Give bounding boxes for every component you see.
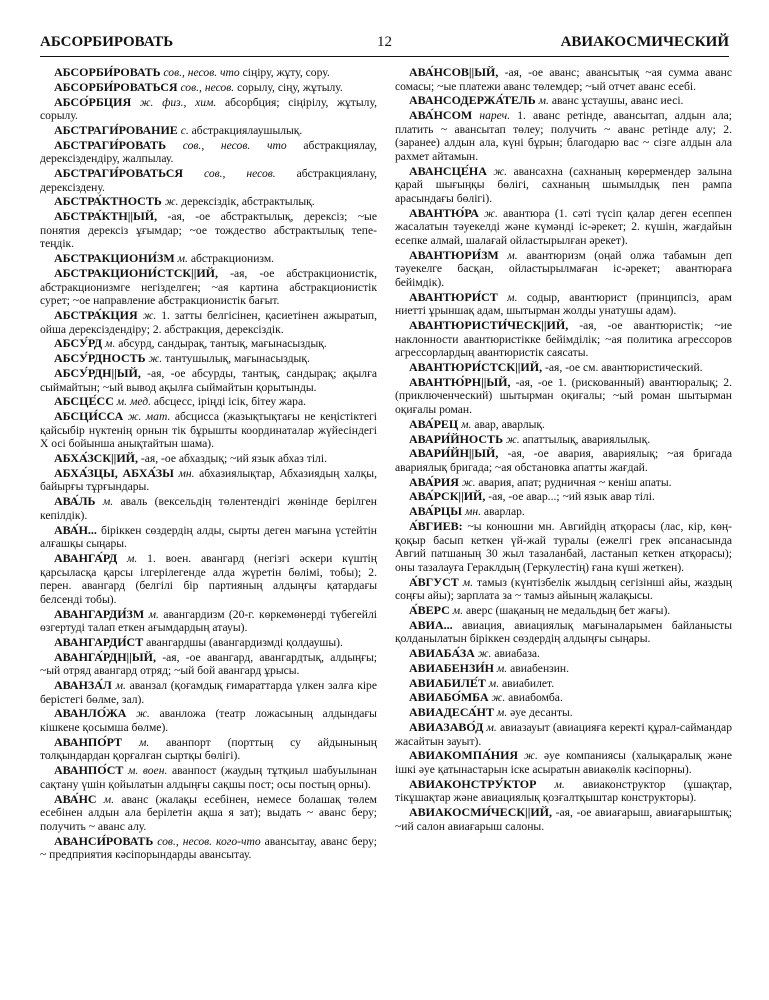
- dictionary-entry: [395, 291, 732, 318]
- headword: АВИАБИЛЕ́Т: [409, 675, 486, 690]
- dictionary-entry: [40, 636, 377, 650]
- headword: АБСТРАКЦИОНИ́СТСК||ИЙ,: [54, 266, 219, 280]
- translation: әуе десанты.: [510, 706, 573, 720]
- grammar-label: ж. мат.: [127, 410, 171, 424]
- translation: сіңіру, жұту, сору.: [242, 66, 330, 79]
- grammar-label: м.: [103, 792, 115, 806]
- headword: АВА́РЕЦ: [409, 416, 459, 431]
- grammar-label: м.: [105, 337, 116, 351]
- grammar-label: м.: [148, 607, 159, 621]
- dictionary-entry: [40, 835, 377, 862]
- headword: АБСТРАГИ́РОВАТЬСЯ: [54, 166, 184, 181]
- headword: АБСО́РБЦИЯ: [54, 94, 132, 109]
- headword: АВА́РСК||ИЙ,: [409, 489, 486, 504]
- headword: АБСТРА́КТНОСТЬ: [54, 194, 162, 209]
- translation: аванс (жалақы есебінен, немесе болашақ төлем есебінен алдын ала берілетін ақша я зат); выдать ~ аванс беру; получить ~ аванс алу.: [40, 792, 377, 833]
- header-right-guideword: АВИАКОСМИЧЕСКИЙ: [560, 34, 729, 50]
- dictionary-entry: [40, 124, 377, 138]
- grammar-label: м.: [461, 417, 472, 431]
- dictionary-entry: [40, 608, 377, 635]
- headword: АВА́НС: [54, 791, 97, 806]
- grammar-label: м.: [452, 603, 464, 617]
- translation: аварлар.: [483, 505, 525, 519]
- headword: АВАНПО́РТ: [54, 734, 123, 749]
- translation: аваль (вексельдің төлентендігі жөнінде берілген кепілдік).: [40, 495, 377, 522]
- grammar-label: м. воен.: [128, 764, 168, 778]
- headword: АВАНТЮРИ́ЗМ: [409, 247, 499, 262]
- grammar-label: м.: [115, 679, 126, 693]
- grammar-label: ж.: [148, 352, 163, 366]
- headword: АБСУ́РДН||ЫЙ,: [54, 365, 141, 380]
- dictionary-entry: [395, 207, 732, 248]
- translation: авиация, авиациялық мағыналарымен байланысты қолданылатын біріккен сөздердің алдыңғы сыңары.: [395, 618, 732, 646]
- dictionary-entry: [395, 109, 732, 163]
- translation: -ая, -ое 1. (рискованный) авантюралық; 2. (приключенческий) шытырман оқиғалы; ~ый роман шытырман оқиғалы роман.: [395, 375, 732, 416]
- grammar-label: м.: [127, 551, 138, 565]
- dictionary-entry: [395, 376, 732, 417]
- headword: АБСТРАКЦИОНИ́ЗМ: [54, 251, 175, 266]
- page-number: 12: [377, 34, 392, 50]
- dictionary-entry: [40, 352, 377, 366]
- grammar-label: ж. физ., хим.: [139, 95, 217, 109]
- translation: -ая, -ое авар...; ~ий язык авар тілі.: [488, 490, 655, 504]
- translation: тантушылық, мағынасыздық.: [165, 352, 310, 366]
- translation: абстракциялаушылық.: [191, 123, 303, 137]
- dictionary-entry: [40, 651, 377, 678]
- headword: АВАНСИ́РОВАТЬ: [54, 833, 154, 848]
- translation: абсорбция; сіңірілу, жұтылу, сорылу.: [40, 95, 377, 123]
- dictionary-entry: [40, 210, 377, 251]
- translation: аверс (шақаның не медальдың бет жағы).: [465, 603, 671, 617]
- dictionary-entry: [395, 691, 732, 705]
- headword: АВАНСЦЕ́НА: [409, 163, 487, 178]
- grammar-label: ж.: [477, 647, 492, 661]
- headword: АВАНТЮРИ́СТ: [409, 289, 498, 304]
- dictionary-entry: [40, 736, 377, 763]
- headword: АВИА...: [409, 617, 453, 632]
- translation: абстракциялау, дерексіздендіру, жалпылау.: [40, 138, 377, 166]
- page-header: [40, 34, 729, 54]
- translation: авантюризм (оңай олжа табамын деп тәуекелге басқан, ойластырылмаған іс-әрекет; авантюраға бейімдік).: [395, 248, 732, 289]
- dictionary-entry: [40, 467, 377, 494]
- dictionary-entry: [395, 94, 732, 108]
- grammar-label: м.: [102, 495, 114, 509]
- translation: 1. аванс ретінде, авансытап, алдын ала; платить ~ авансытап төлеу; получить ~ аванс ретінде алу; 2. (заранее) алдын ала, күні бұрын; благодарю вас ~ сізге алдын ала рахмет айтамын.: [395, 109, 732, 163]
- headword: АВИАДЕСА́НТ: [409, 705, 495, 720]
- grammar-label: м.: [507, 248, 518, 262]
- headword: АБСУ́РДНОСТЬ: [54, 351, 146, 366]
- dictionary-entry: [40, 167, 377, 194]
- translation: содыр, авантюрист (принципсіз, арам ниетті ұрыншақ адам, шытырман жолды унатушы адам).: [395, 290, 732, 318]
- dictionary-entry: [40, 309, 377, 336]
- translation: -ая, -ое аванс; авансытық ~ая сумма аванс сомасы; ~ые платежи аванс төлемдер; ~ый отчет аванс есебі.: [395, 66, 732, 93]
- headword: АБСОРБИ́РОВАТЬСЯ: [54, 79, 178, 94]
- headword: АВАНТЮРИСТИ́ЧЕСК||ИЙ,: [409, 318, 569, 332]
- headword: АВАНТЮРИ́СТСК||ИЙ,: [409, 359, 543, 374]
- translation: аванзал (қоғамдық ғимараттарда үлкен залға кіре берістегі бөлме, зал).: [40, 679, 378, 706]
- translation: авар, аварлық.: [474, 417, 545, 431]
- grammar-label: м.: [554, 777, 565, 791]
- right-column: [395, 66, 732, 835]
- dictionary-entry: [40, 707, 377, 734]
- headword: АВАНТЮ́РА: [409, 205, 479, 220]
- translation: авансахна (сахнаның көрермендер залына қарай шығыңқы бөлігі, сахнаның шымылдық пен рампа арасындағы бөлігі).: [395, 164, 732, 205]
- translation: аванс ұстаушы, аванс иесі.: [551, 94, 684, 108]
- dictionary-entry: [40, 252, 377, 266]
- translation: авиазауыт (авиацияға керекті құрал-саймандар жасайтын зауыт).: [395, 721, 732, 748]
- header-rule: [40, 56, 729, 57]
- dictionary-entry: [395, 576, 732, 603]
- dictionary-entry: [395, 319, 732, 360]
- grammar-label: м.: [177, 252, 188, 266]
- grammar-label: сов., несов.: [203, 167, 276, 181]
- headword: АВА́РЦЫ: [409, 504, 463, 519]
- headword: АБСТРАГИ́РОВАНИЕ: [54, 122, 178, 137]
- translation: авантюра (1. сәті түсіп қалар деген есеппен жасалатын тәуекелді және күмәнді іс-әрекет; 2. күшін, жағдайын есепке алмай, шалағай ойластырылған әрекет).: [395, 206, 732, 247]
- translation: авария, апат; рудничная ~ кеніш апаты.: [478, 475, 672, 489]
- translation: әуе компаниясы (халықаралық және ішкі әуе қатынастарын іске асыратын авиакөлік кәсіпорны).: [395, 749, 732, 776]
- translation: -ая, -ое абсурды, тантық, сандырақ; ақылға сыймайтын; ~ый вывод ақылға сыймайтын қорытынды.: [40, 366, 377, 394]
- headword: АБСУ́РД: [54, 336, 103, 351]
- dictionary-entry: [395, 165, 732, 206]
- dictionary-entry: [40, 679, 377, 706]
- headword: АВИАБЕНЗИ́Н: [409, 660, 494, 675]
- translation: -ая, -ое авангард, авангардтық, алдыңғы; ~ый отряд авангард отряд; ~ый бой авангард ұрысы.: [40, 650, 377, 678]
- dictionary-entry: [40, 139, 377, 166]
- headword: АВИАБА́ЗА: [409, 646, 475, 661]
- dictionary-entry: [395, 749, 732, 776]
- translation: абсцисса (жазықтықтағы не кеңістіктегі қайсыбір нүктенің орнын тік бұрышты координаталар жүйесіндегі Х осі бойынша анықтайтын шама).: [40, 410, 377, 451]
- headword: АВАНГАРДИ́СТ: [54, 634, 144, 649]
- translation: авиаконструктор (ұшақтар, тікұшақтар және авиациялық қозғалтқыштар конструкторы).: [395, 777, 732, 805]
- dictionary-entry: [395, 505, 732, 519]
- translation: абсцесс, іріңді ісік, бітеу жара.: [153, 395, 307, 409]
- translation: авангардизм (20-г. көркемөнерді түбегейлі өзгертуді талап еткен ағымдардың атауы).: [40, 607, 377, 635]
- dictionary-entry: [395, 619, 732, 646]
- grammar-label: ж.: [142, 308, 157, 322]
- headword: АВАНСОДЕРЖА́ТЕЛЬ: [409, 93, 536, 108]
- translation: абсурд, сандырақ, тантық, мағынасыздық.: [118, 337, 327, 351]
- translation: -ая, -ое авантюристік; ~ие наклонности авантюристікке бейімділік; ~ая политика агрессоров агрессорлардың авантюристік саясаты.: [395, 319, 732, 360]
- grammar-label: нареч.: [479, 109, 511, 123]
- dictionary-entry: [395, 604, 732, 618]
- dictionary-entry: [395, 361, 732, 375]
- header-left-guideword: АБСОРБИРОВАТЬ: [40, 34, 174, 50]
- translation: авиабилет.: [502, 676, 555, 690]
- translation: авансытау, аванс беру; ~ предприятия кәсіпорындарды авансытау.: [40, 834, 377, 862]
- grammar-label: мн.: [178, 466, 195, 480]
- headword: АВИАЗАВО́Д: [409, 720, 484, 734]
- translation: абхазиялықтар, Абхазиядың халқы, байырғы тұрғындары.: [40, 466, 377, 494]
- translation: аванпост (жаудың тұтқиыл шабуылынан сақтану үшін қойылатын алдыңғы сақшы пост; осы постың орны).: [40, 764, 377, 791]
- grammar-label: ж.: [136, 707, 150, 721]
- dictionary-entry: [395, 249, 732, 290]
- headword: АБСОРБИ́РОВАТЬ: [54, 65, 161, 79]
- headword: АБСЦИ́ССА: [54, 409, 124, 424]
- grammar-label: м.: [507, 290, 518, 304]
- headword: АБСЦЕ́СС: [54, 394, 114, 409]
- translation: сорылу, сіңу, жұтылу.: [237, 80, 343, 94]
- dictionary-entry: [40, 524, 377, 551]
- grammar-label: сов., несов.: [180, 80, 235, 94]
- translation: аванпорт (порттың су айдынының толқындардан қорғалған сыртқы бөлігі).: [40, 735, 377, 763]
- grammar-label: с.: [180, 123, 189, 137]
- headword: АВАНЗА́Л: [54, 678, 112, 693]
- grammar-label: ж.: [461, 475, 476, 489]
- translation: 1. воен. авангард (негізгі әскери күштің қарсыласқа қарсы ілгерілегенде алда жүретін бөлімі, тобы); 2. перен. авангард (белгілі бір партияның алдыңғы қатардағы белсенді тобы).: [40, 551, 377, 606]
- headword: А́ВЕРС: [409, 602, 450, 617]
- dictionary-entry: [395, 677, 732, 691]
- headword: АБХА́ЗСК||ИЙ,: [54, 451, 138, 466]
- dictionary-entry: [40, 267, 377, 308]
- dictionary-entry: [395, 433, 732, 447]
- grammar-label: м.: [486, 721, 497, 734]
- dictionary-entry: [40, 395, 377, 409]
- headword: АВИАКОНСТРУ́КТОР: [409, 776, 537, 791]
- dictionary-entry: [40, 96, 377, 123]
- translation: -ая, -ое абхаздық; ~ий язык абхаз тілі.: [140, 452, 327, 466]
- headword: АВАНПО́СТ: [54, 763, 124, 778]
- dictionary-entry: [40, 337, 377, 351]
- grammar-label: ж.: [484, 206, 498, 220]
- translation: -ая, -ое авария, авариялық; ~ая бригада авариялық бригада; ~ая обстановка апатты жағдай.: [395, 447, 732, 474]
- translation: аванложа (театр ложасының алдындағы кішкене қосымша бөлме).: [40, 707, 377, 734]
- grammar-label: м. мед.: [116, 395, 151, 409]
- headword: АВАНГАРДИ́ЗМ: [54, 606, 145, 621]
- grammar-label: м.: [538, 94, 549, 108]
- dictionary-entry: [395, 706, 732, 720]
- grammar-label: ж.: [505, 432, 520, 446]
- dictionary-entry: [40, 793, 377, 834]
- headword: АВА́ЛЬ: [54, 494, 96, 509]
- dictionary-entry: [40, 552, 377, 606]
- headword: АВА́Н...: [54, 522, 97, 537]
- grammar-label: ж.: [491, 691, 506, 705]
- grammar-label: ж.: [493, 164, 508, 178]
- translation: абстракциялану, дерексіздену.: [40, 167, 378, 194]
- dictionary-entry: [395, 447, 732, 474]
- headword: АВАНЛО́ЖА: [54, 706, 127, 721]
- grammar-label: ж.: [164, 195, 179, 209]
- headword: АВАНТЮ́РН||ЫЙ,: [409, 374, 511, 389]
- left-column: [40, 66, 377, 863]
- grammar-label: сов., несов. что: [182, 138, 287, 152]
- dictionary-entry: [395, 476, 732, 490]
- headword: АБСТРА́КТН||ЫЙ,: [54, 209, 158, 224]
- grammar-label: м.: [462, 575, 474, 589]
- translation: апаттылық, авариялылық.: [522, 432, 651, 446]
- dictionary-entry: [40, 495, 377, 522]
- dictionary-entry: [40, 410, 377, 451]
- dictionary-entry: [395, 490, 732, 504]
- translation: -ая, -ое абстрактылық, дерексіз; ~ые понятия дерексіз ұғымдар; ~ое тождество абстрактылық тепе-теңдік.: [40, 210, 377, 251]
- headword: АВАНГА́РДН||ЫЙ,: [54, 649, 156, 664]
- translation: -ая, -ое абстракционистік, абстракционизмге негізделген; ~ая картина абстракционистік сурет; ~ое направление абстракционистік бағыт.: [40, 267, 377, 308]
- dictionary-entry: [40, 195, 377, 209]
- translation: тамыз (күнтізбелік жылдың сегізінші айы, жаздың соңғы айы); зарплата за ~ тамыз айының жалақысы.: [395, 575, 732, 603]
- grammar-label: м.: [496, 661, 508, 675]
- dictionary-entry: [40, 764, 377, 791]
- translation: дерексіздік, абстрактылық.: [181, 195, 315, 209]
- headword: АВИАКОМПА́НИЯ: [409, 748, 519, 763]
- headword: АВАНГА́РД: [54, 550, 118, 565]
- dictionary-entry: [395, 806, 732, 833]
- translation: авиабензин.: [510, 661, 570, 675]
- translation: авангардшы (авангардизмді қолдаушы).: [146, 635, 343, 649]
- dictionary-entry: [40, 81, 377, 95]
- translation: авиабомба.: [508, 691, 563, 705]
- grammar-label: мн.: [464, 505, 481, 519]
- grammar-label: м.: [488, 676, 500, 690]
- dictionary-entry: [395, 418, 732, 432]
- headword: А́ВГУСТ: [409, 574, 459, 589]
- translation: авиабаза.: [494, 647, 540, 661]
- headword: АВА́РИЯ: [409, 474, 459, 489]
- headword: АБСТРА́КЦИЯ: [54, 307, 138, 322]
- dictionary-entry: [395, 66, 732, 93]
- dictionary-entry: [395, 520, 732, 574]
- translation: абстракционизм.: [190, 252, 275, 266]
- dictionary-entry: [40, 66, 377, 80]
- grammar-label: сов., несов. кого-что: [157, 834, 261, 848]
- headword: АБХА́ЗЦЫ, АБХА́ЗЫ: [54, 465, 174, 480]
- dictionary-entry: [395, 778, 732, 805]
- headword: АВА́НСОМ: [409, 108, 473, 123]
- headword: АВАРИ́ЙНОСТЬ: [409, 431, 503, 446]
- translation: 1. затты белгісінен, қасиетінен ажыратып, ойша дерексіздендіру; 2. абстракция, дерексіздік.: [40, 308, 377, 336]
- translation: ~ы конюшни мн. Авгийдің атқорасы (лас, кір, көң-қоқыр басып кеткен үй-жай туралы (ежелгі грек әпсанасында Авгий патшаның 30 жыл тазаланбай, ластанып кеткен атқорасы); оны тазалауға Гераклдың (Геркулестің) ғана күші жеткен).: [395, 520, 732, 574]
- dictionary-entry: [395, 662, 732, 676]
- grammar-label: м.: [496, 706, 508, 720]
- dictionary-entry: [395, 647, 732, 661]
- translation: -ая, -ое см. авантюристический.: [545, 360, 703, 374]
- translation: -ая, -ое авиағарыш, авиағарыштық; ~ий салон авиағарыш салоны.: [395, 806, 732, 833]
- grammar-label: м.: [138, 735, 150, 749]
- headword: АБСТРАГИ́РОВАТЬ: [54, 137, 167, 152]
- dictionary-entry: [395, 721, 732, 748]
- headword: АВА́НСОВ||ЫЙ,: [409, 65, 499, 79]
- headword: АВИАКОСМИ́ЧЕСК||ИЙ,: [409, 805, 553, 820]
- dictionary-entry: [40, 367, 377, 394]
- headword: АВИАБО́МБА: [409, 690, 489, 705]
- headword: АВАРИ́ЙН||ЫЙ,: [409, 446, 499, 461]
- grammar-label: ж.: [524, 749, 538, 763]
- translation: біріккен сөздердің алды, сырты деген мағына үстейтін алғашқы сыңары.: [40, 523, 377, 551]
- dictionary-entry: [40, 452, 377, 466]
- grammar-label: сов., несов. что: [163, 66, 240, 79]
- headword: А́ВГИЕВ:: [409, 519, 463, 533]
